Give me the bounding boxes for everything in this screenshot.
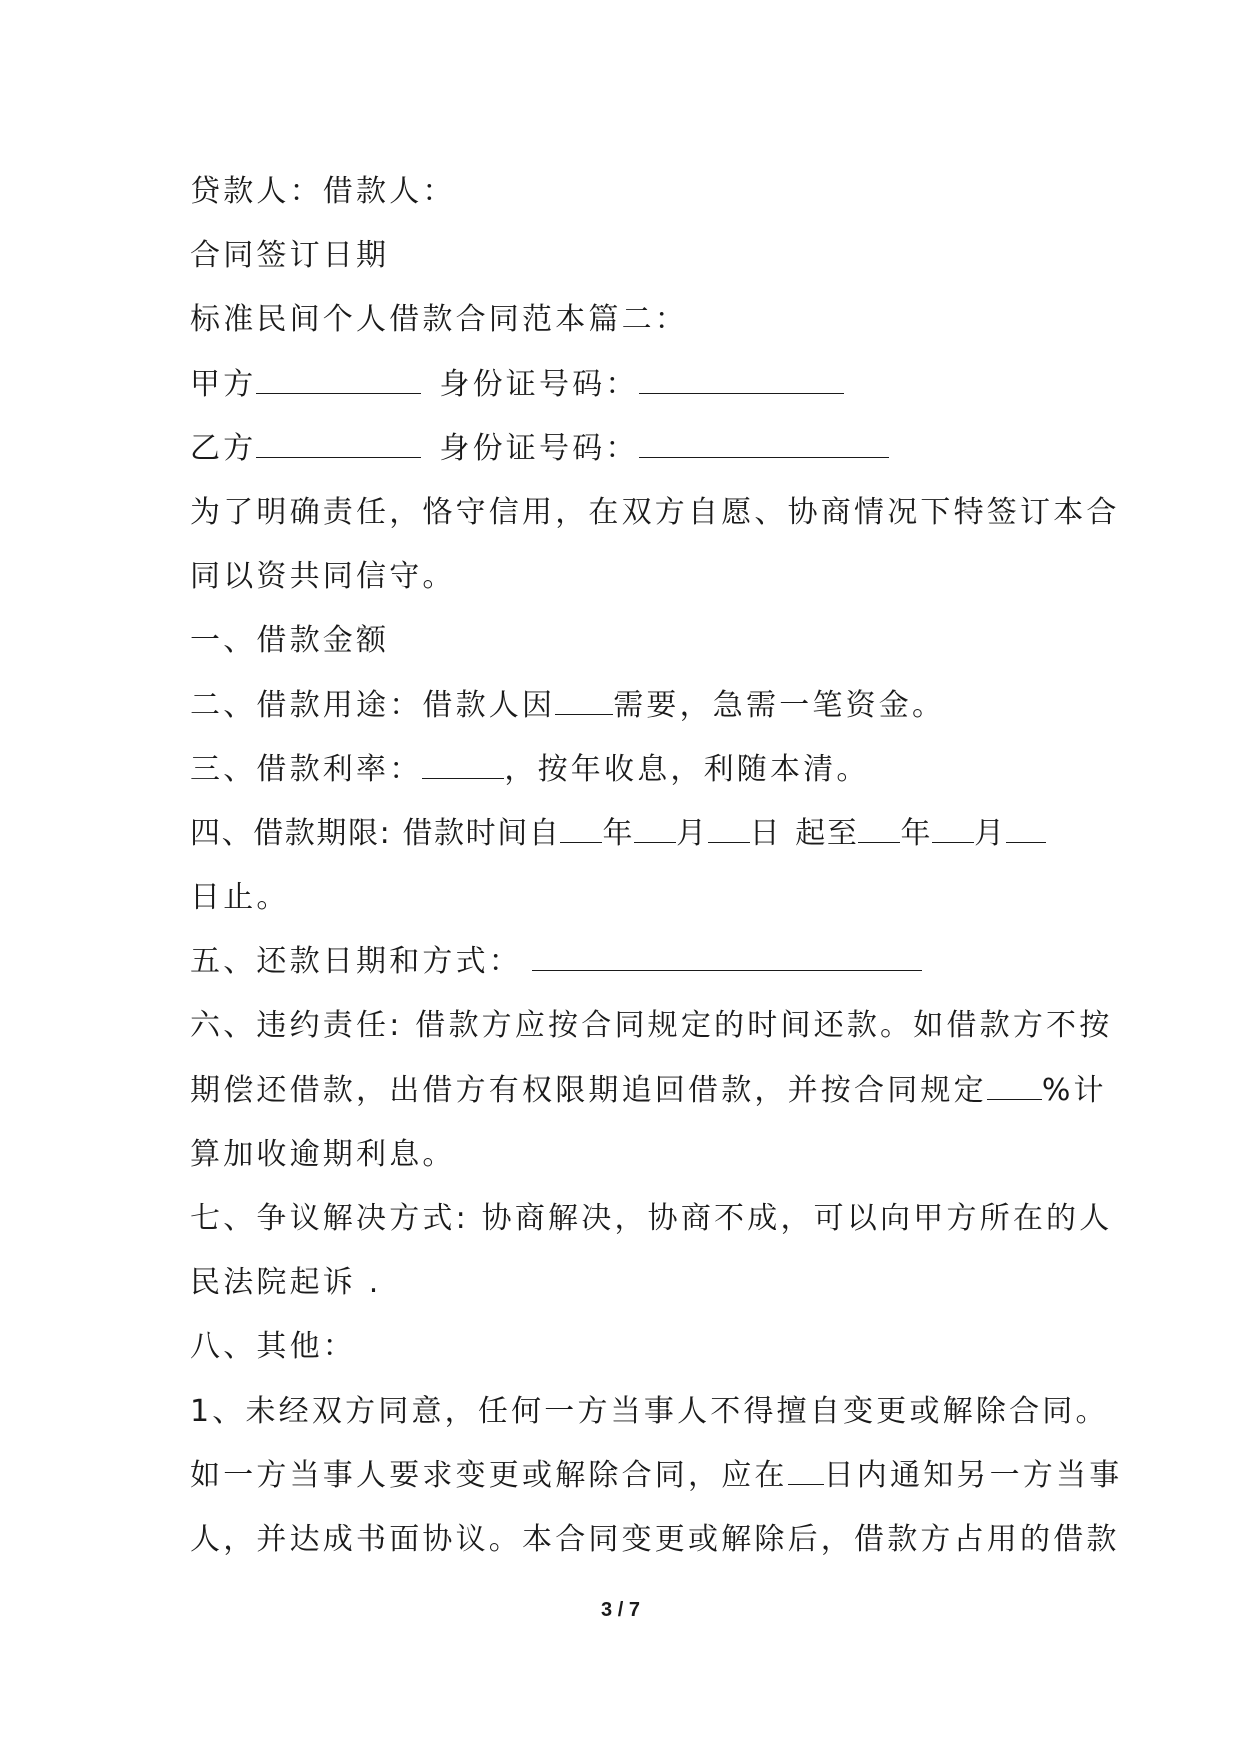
repayment-method-blank <box>532 944 922 971</box>
clause-text: 七、争议解决方式: 协商解决，协商不成，可以向甲方所在的人 <box>190 1201 1113 1236</box>
start-day-blank <box>708 816 750 843</box>
clause-text: 年 <box>602 815 635 851</box>
text-line <box>190 353 1060 417</box>
text-line <box>190 288 1060 352</box>
text-line <box>190 866 1060 930</box>
clause-text: 算加收逾期利息。 <box>190 1136 456 1172</box>
party-a-label: 甲方 <box>190 366 257 402</box>
text-line <box>190 994 1113 1058</box>
text-line <box>190 160 1060 224</box>
start-month-blank <box>634 816 676 843</box>
paragraph-text: 同以资共同信守。 <box>190 559 456 595</box>
section-heading: 标准民间个人借款合同范本篇二： <box>190 302 688 338</box>
lender-borrower-label: 贷款人：借款人： <box>190 174 456 209</box>
text-line <box>190 1123 1060 1187</box>
end-month-blank <box>932 816 974 843</box>
text-line <box>190 1187 1113 1251</box>
text-line <box>190 802 1060 866</box>
text-line <box>190 545 1060 609</box>
clause-text: 需要，急需一笔资金。 <box>613 687 946 723</box>
paragraph-text: 为了明确责任，恪守信用，在双方自愿、协商情况下特签订本合 <box>190 494 1120 530</box>
end-year-blank <box>858 816 900 843</box>
id-number-label: 身份证号码： <box>439 430 639 466</box>
party-b-label: 乙方 <box>190 430 257 466</box>
text-line <box>190 930 1060 994</box>
page-number: 3 / 7 <box>601 1599 640 1621</box>
text-line <box>190 738 1060 802</box>
party-a-blank <box>256 367 421 394</box>
text-line <box>190 674 1060 738</box>
clause-text: 人，并达成书面协议。本合同变更或解除后，借款方占用的借款 <box>190 1521 1120 1557</box>
clause-text: 日 <box>749 815 782 851</box>
interest-rate-blank <box>422 752 504 779</box>
clause-text: 民法院起诉 . <box>190 1265 382 1301</box>
party-a-id-blank <box>639 367 844 394</box>
text-line <box>190 481 1120 545</box>
end-day-blank <box>1006 816 1046 843</box>
clause-text: 期偿还借款，出借方有权限期追回借款，并按合同规定 <box>190 1072 987 1108</box>
clause-text: 六、违约责任: 借款方应按合同规定的时间还款。如借款方不按 <box>190 1008 1113 1044</box>
purpose-blank <box>555 688 613 715</box>
clause-text: 四、借款期限: 借款时间自 <box>190 815 561 851</box>
text-line <box>190 417 1060 481</box>
clause-text: 如一方当事人要求变更或解除合同，应在 <box>190 1457 788 1493</box>
clause-text: 日止。 <box>190 880 290 916</box>
party-b-blank <box>256 431 421 458</box>
clause-text: 1、未经双方同意，任何一方当事人不得擅自变更或解除合同。 <box>190 1393 1109 1429</box>
text-line <box>190 609 1060 673</box>
text-line <box>190 1508 1120 1572</box>
id-number-label: 身份证号码： <box>439 366 639 402</box>
contract-date-label: 合同签订日期 <box>190 238 390 274</box>
clause-text: 年 <box>900 815 933 851</box>
clause-text: 月 <box>676 815 708 851</box>
text-line <box>190 1251 1060 1315</box>
text-line <box>190 1059 1107 1123</box>
text-line <box>190 1315 1060 1379</box>
clause-heading: 八、其他： <box>190 1329 356 1365</box>
clause-text: 月 <box>974 815 1006 851</box>
clause-text: %计 <box>1041 1072 1107 1108</box>
text-line <box>190 224 1060 288</box>
penalty-rate-blank <box>987 1073 1042 1100</box>
text-line <box>190 1380 1109 1444</box>
text-line <box>190 1444 1123 1508</box>
clause-text: ，按年收息，利随本清。 <box>504 751 870 787</box>
party-b-id-blank <box>639 431 889 458</box>
document-body <box>190 160 1123 1572</box>
start-year-blank <box>560 816 602 843</box>
clause-heading: 一、借款金额 <box>190 623 390 659</box>
notice-days-blank <box>788 1458 824 1485</box>
clause-text: 二、借款用途：借款人因 <box>190 687 556 723</box>
clause-text: 日内通知另一方当事 <box>823 1457 1123 1493</box>
clause-text: 三、借款利率： <box>190 751 423 787</box>
clause-text: 起至 <box>795 815 859 851</box>
clause-text: 五、还款日期和方式： <box>190 944 522 980</box>
